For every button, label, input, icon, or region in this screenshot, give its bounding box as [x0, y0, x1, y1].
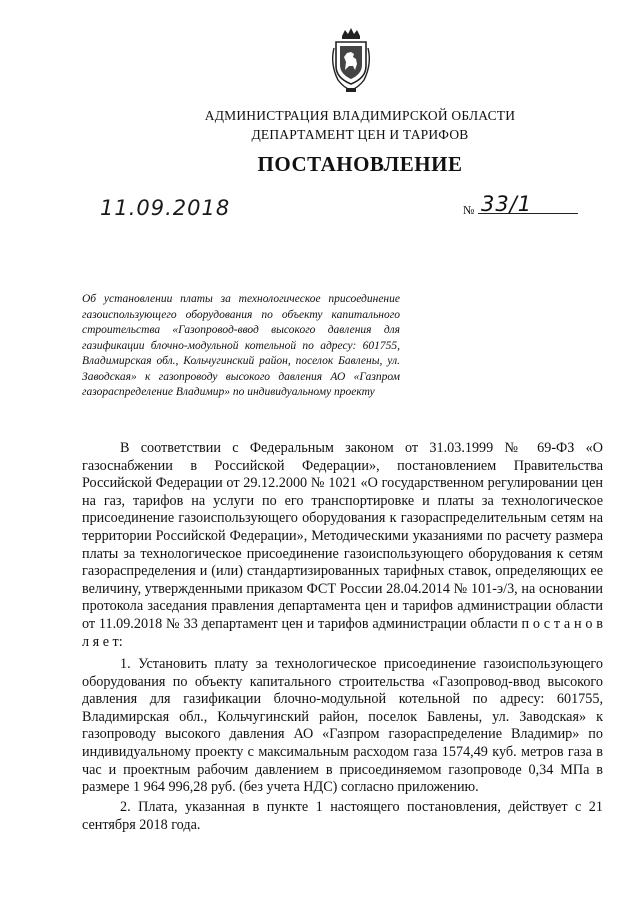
number-label: № [463, 203, 475, 217]
department-name: ДЕПАРТАМЕНТ ЦЕН И ТАРИФОВ [251, 127, 469, 142]
document-date: 11.09.2018 [100, 196, 231, 220]
document-subject: Об установлении платы за технологическое присоединение газоиспользующего оборудования по объекту капитального строительства «Газопровод-ввод высокого давления для газификации блочно-модульной котельной по адресу: 601755, Владимирская обл., Кольчугинский район, поселок Бавлены, ул. Заводская» к газопроводу высокого давления АО «Газпром газораспределение Владимир» по индивидуальному проекту [82, 293, 400, 398]
coat-of-arms-icon [328, 26, 374, 94]
document-number: 33/1 [481, 192, 533, 216]
organization-name: АДМИНИСТРАЦИЯ ВЛАДИМИРСКОЙ ОБЛАСТИ [204, 108, 516, 123]
item-2-paragraph: 2. Плата, указанная в пункте 1 настоящего постановления, действует с 21 сентября 2018 года. [82, 799, 603, 833]
item-1-paragraph: 1. Установить плату за технологическое присоединение газоиспользующего оборудования по объекту капитального строительства «Газопровод-ввод высокого давления для газификации блочно-модульной котельной по адресу: 601755, Владимирская обл., Кольчугинский район, поселок Бавлены, ул. Заводская» к газопроводу высокого давления АО «Газпром газораспределение Владимир» по индивидуальному проекту с максимальным расходом газа 1574,49 куб. метров газа в час и проектным рабочим давлением в присоединяемом газопроводе 0,34 МПа в размере 1 964 996,28 руб. (без учета НДС) согласно приложению. [82, 656, 603, 796]
number-underline [478, 213, 578, 214]
document-title: ПОСТАНОВЛЕНИЕ [257, 152, 463, 176]
preamble-paragraph: В соответствии с Федеральным законом от 31.03.1999 № 69-ФЗ «О газоснабжении в Российской Федерации», постановлением Правительства Российской Федерации от 29.12.2000 № 1021 «О государственном регулировании цен на газ, тарифов на услуги по его транспортировке и платы за технологическое присоединение газоиспользующего оборудования к газораспределительным сетям на территории Российской Федерации», Методическими указаниями по расчету размера платы за технологическое присоединение газоиспользующего оборудования к сетям газораспределения и (или) стандартизированных тарифных ставок, определяющих ее величину, утвержденными приказом ФСТ России 28.04.2014 № 101-э/3, на основании протокола заседания правления департамента цен и тарифов администрации области от 11.09.2018 № 33 департамент цен и тарифов администрации области п о с т а н о в л я е т: [82, 440, 603, 650]
